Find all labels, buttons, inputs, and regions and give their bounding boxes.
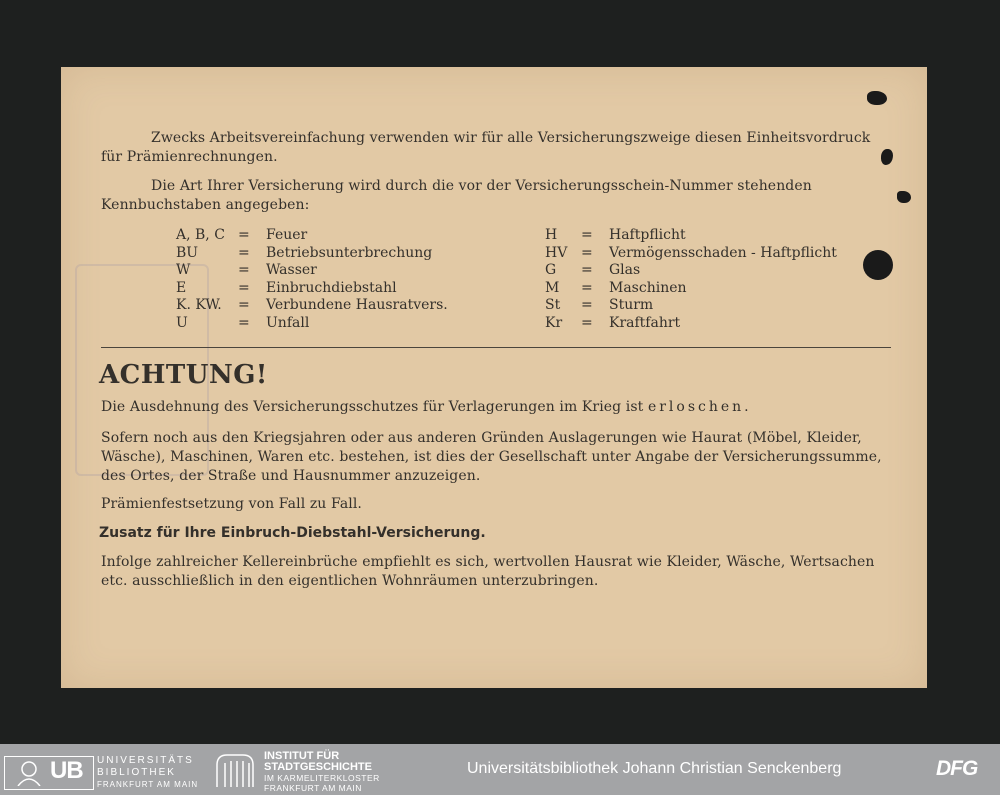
torn-spot <box>867 91 887 105</box>
code-label: Feuer <box>266 227 308 243</box>
code-key: E <box>176 279 187 296</box>
code-label: Glas <box>609 262 641 278</box>
code-row <box>176 227 448 245</box>
code-key: Kr <box>545 314 563 331</box>
notice-emphasis: erloschen. <box>647 399 752 415</box>
burglary-paragraph: Infolge zahlreicher Kellereinbrüche empfiehlt es sich, wertvollen Hausrat wie Kleider, Wäsche, Wertsachen etc. ausschließlich in den eigentlichen Wohnräumen unterzubringen. <box>101 554 875 589</box>
code-label: Verbundene Hausratvers. <box>266 297 448 313</box>
code-key: A, B, C <box>176 227 225 243</box>
supplement-heading: Zusatz für Ihre Einbruch-Diebstahl-Versicherung. <box>99 525 486 541</box>
equals-sign: = <box>581 227 593 243</box>
torn-spot <box>897 191 911 203</box>
code-key: St <box>545 297 561 313</box>
code-label: Haftpflicht <box>609 227 686 243</box>
code-key: HV <box>545 244 568 261</box>
code-key: G <box>545 262 557 278</box>
equals-sign: = <box>238 297 250 313</box>
code-key: U <box>176 314 188 331</box>
equals-sign: = <box>238 227 250 243</box>
code-key: W <box>176 262 191 278</box>
divider-line <box>101 347 891 348</box>
equals-sign: = <box>581 297 593 313</box>
code-label: Vermögensschaden - Haftpflicht <box>609 244 837 261</box>
ub-line: BIBLIOTHEK <box>97 767 176 778</box>
code-list-left <box>176 227 448 332</box>
ub-line: UNIVERSITÄTS <box>97 755 194 766</box>
code-row <box>176 297 448 315</box>
relocation-paragraph: Sofern noch aus den Kriegsjahren oder aus anderen Gründen Auslagerungen wie Haurat (Möbel, Kleider, Wäsche), Maschinen, Waren etc. bestehen, ist dies der Gesellschaft unter Angabe der Versicherungssumme, des Ortes, der Straße und Hausnummer anzuzeigen. <box>101 430 882 484</box>
isg-wordmark <box>264 751 380 793</box>
code-row <box>545 262 837 280</box>
code-row <box>176 280 448 298</box>
warning-heading: ACHTUNG! <box>99 360 268 390</box>
notice-paragraph <box>101 398 891 417</box>
code-key: H <box>545 227 558 243</box>
isg-line: IM KARMELITERKLOSTER <box>264 773 380 783</box>
dfg-logo: DFG <box>936 757 978 780</box>
code-label: Unfall <box>266 314 310 331</box>
code-row <box>545 280 837 298</box>
isg-line: INSTITUT FÜR <box>264 750 340 762</box>
equals-sign: = <box>238 279 250 296</box>
code-row <box>176 315 448 333</box>
code-label: Kraftfahrt <box>609 314 681 331</box>
equals-sign: = <box>238 262 250 278</box>
intro-paragraph-1: Zwecks Arbeitsvereinfachung verwenden wir für alle Versicherungszweige diesen Einheitsvordruck für Prämienrechnungen. <box>101 130 871 165</box>
code-row <box>545 227 837 245</box>
equals-sign: = <box>581 262 593 278</box>
code-row <box>176 262 448 280</box>
punch-hole <box>863 250 893 280</box>
code-label: Betriebsunterbrechung <box>266 244 433 261</box>
ub-wordmark <box>97 755 198 791</box>
isg-line: STADTGESCHICHTE <box>264 761 372 773</box>
equals-sign: = <box>238 244 250 261</box>
library-title: Universitätsbibliothek Johann Christian Senckenberg <box>467 760 842 777</box>
code-label: Einbruchdiebstahl <box>266 279 397 296</box>
equals-sign: = <box>581 244 593 261</box>
code-list-right <box>545 227 837 332</box>
code-key: K. KW. <box>176 297 222 313</box>
equals-sign: = <box>238 314 250 331</box>
premium-line: Prämienfestsetzung von Fall zu Fall. <box>101 496 362 512</box>
viewer-footer <box>0 744 1000 795</box>
ub-logo: UB <box>50 757 83 784</box>
code-label: Wasser <box>266 262 317 278</box>
code-key: M <box>545 279 560 296</box>
code-row <box>545 315 837 333</box>
code-label: Maschinen <box>609 279 687 296</box>
notice-text: Die Ausdehnung des Versicherungsschutzes für Verlagerungen im Krieg ist <box>101 399 644 415</box>
ub-line: FRANKFURT AM MAIN <box>97 780 199 789</box>
columns-icon <box>214 753 256 787</box>
code-row <box>176 245 448 263</box>
isg-line: FRANKFURT AM MAIN <box>264 783 362 793</box>
equals-sign: = <box>581 279 593 296</box>
code-key: BU <box>176 244 199 261</box>
portrait-icon <box>12 758 46 786</box>
code-row <box>545 245 837 263</box>
code-row <box>545 297 837 315</box>
document-card <box>61 67 927 688</box>
code-label: Sturm <box>609 297 654 313</box>
equals-sign: = <box>581 314 593 331</box>
intro-paragraph-2: Die Art Ihrer Versicherung wird durch die vor der Versicherungsschein-Nummer stehenden Kennbuchstaben angegeben: <box>101 178 812 213</box>
